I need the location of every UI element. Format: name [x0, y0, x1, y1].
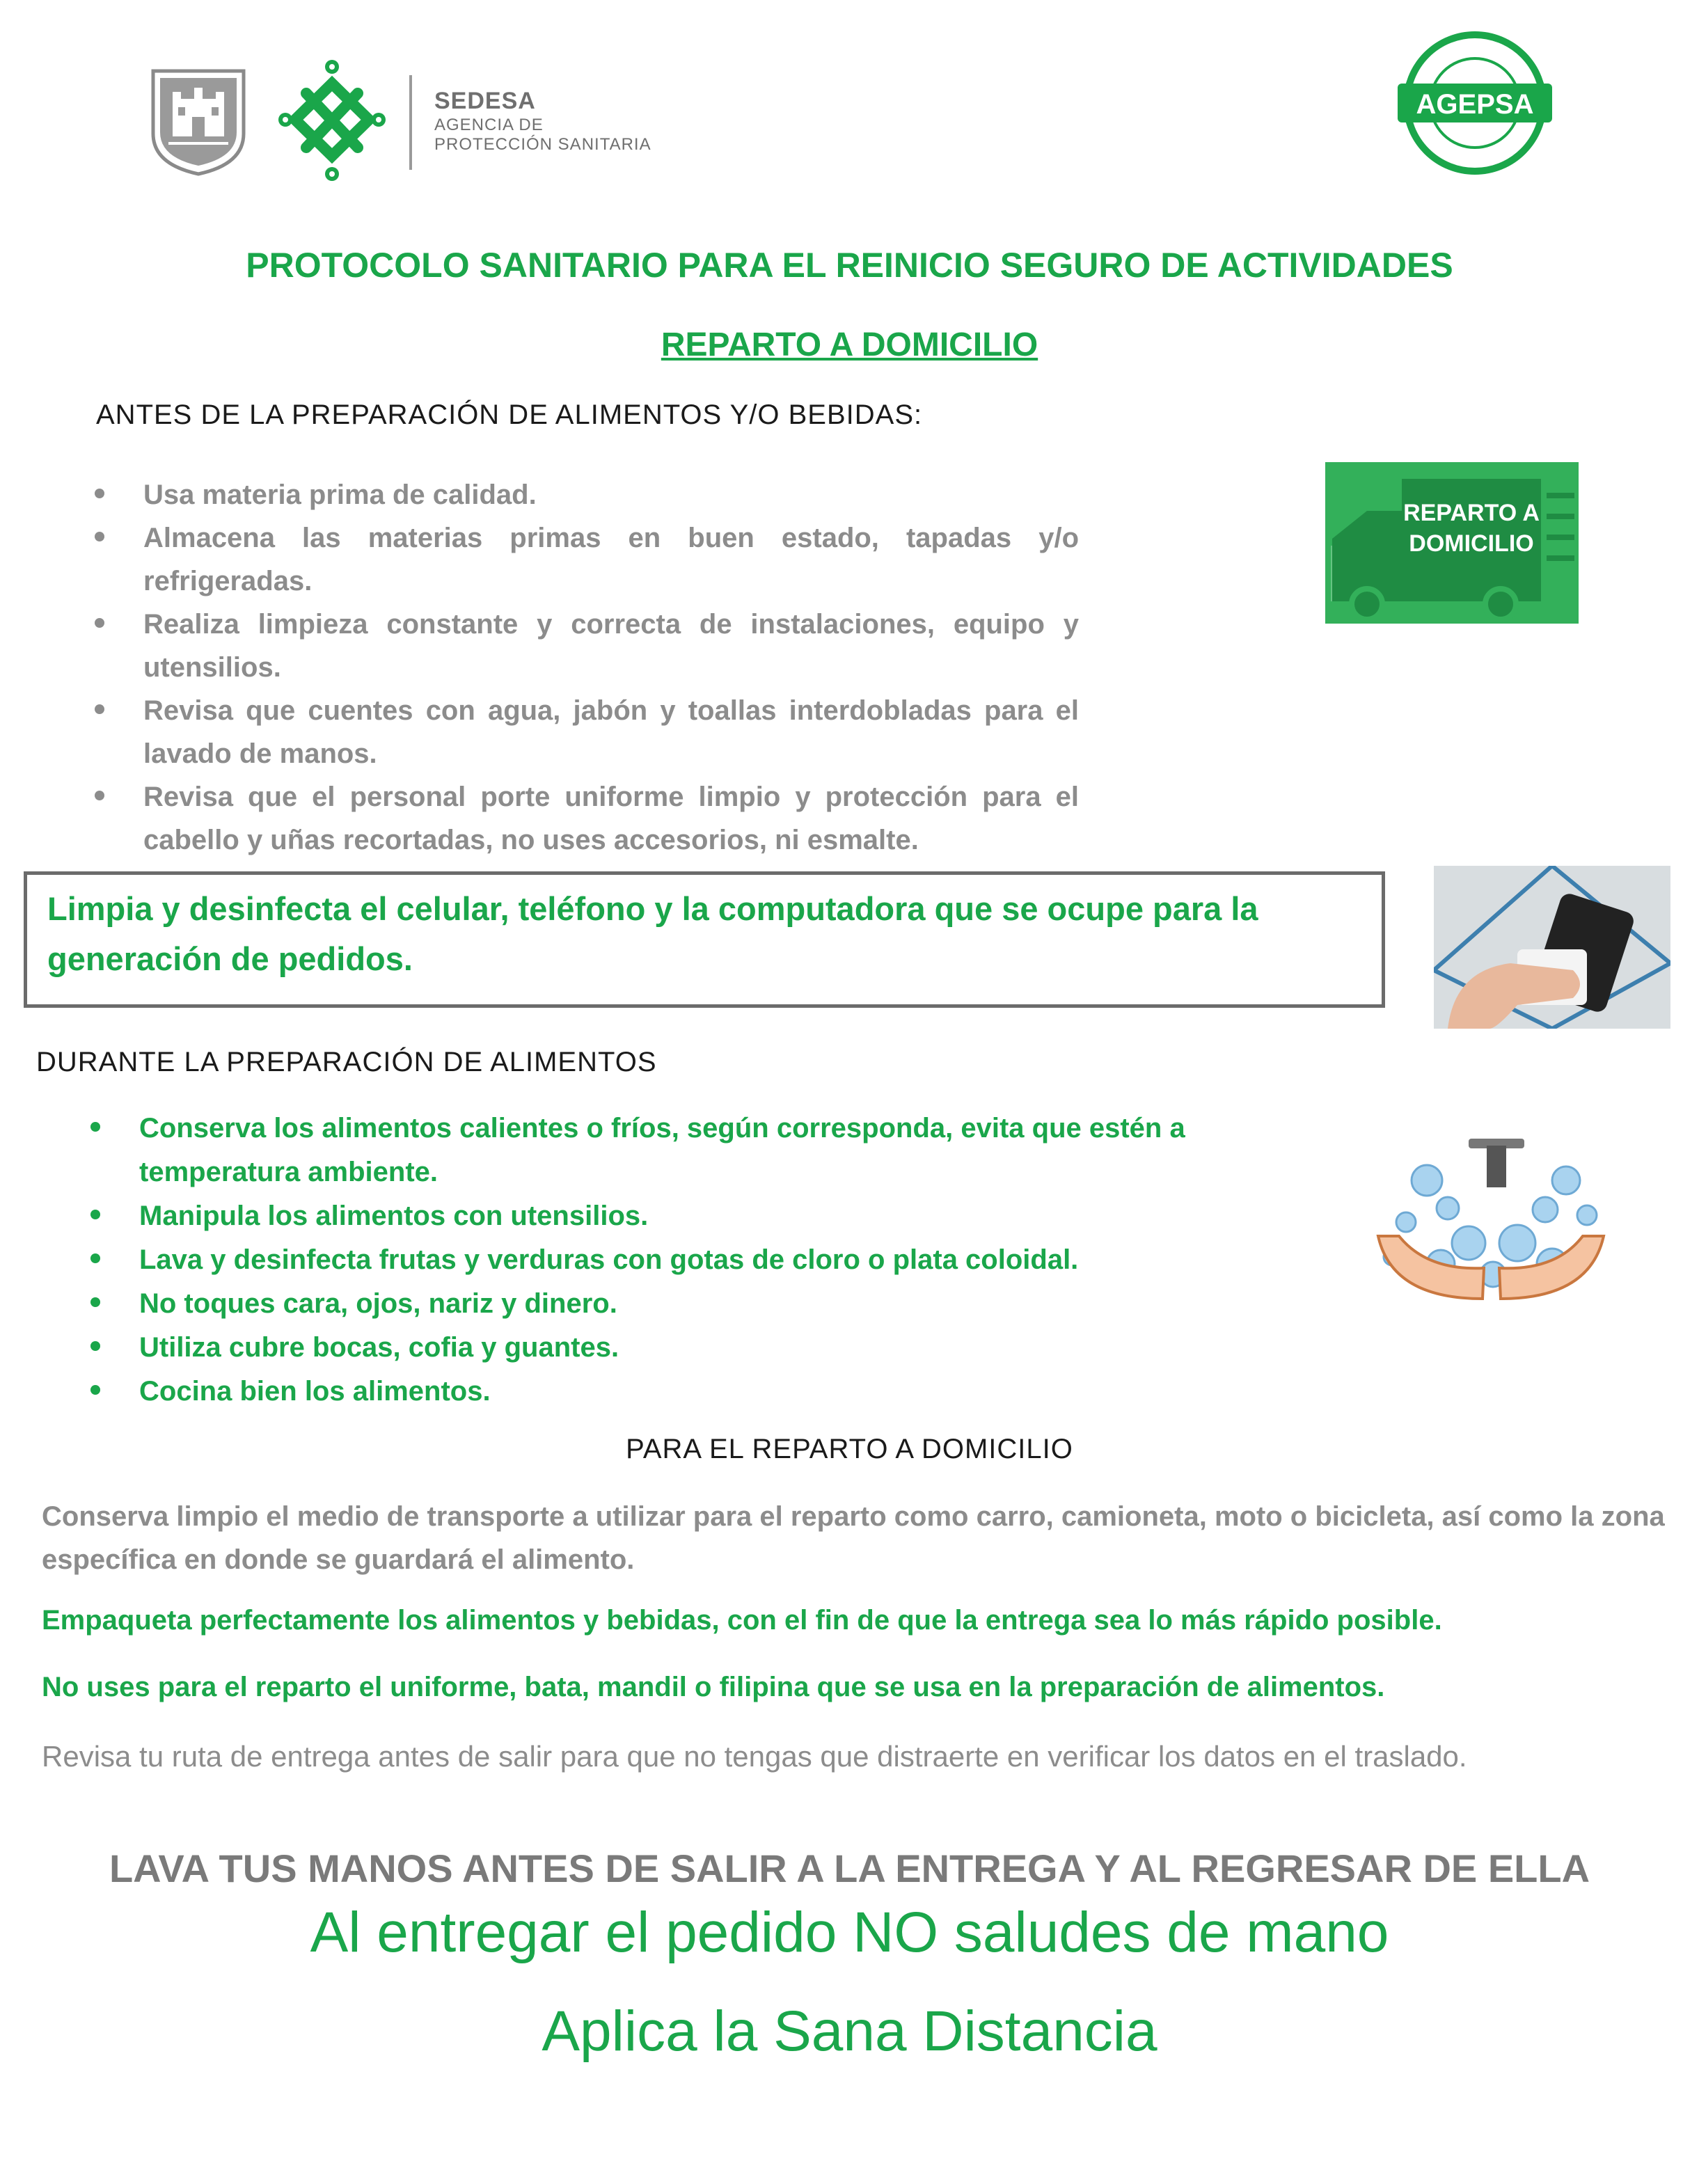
- list-item-text: Manipula los alimentos con utensilios.: [139, 1201, 649, 1231]
- list-item: [139, 1282, 1295, 1326]
- truck-sign-line-2: DOMICILIO: [1409, 530, 1534, 557]
- before-checklist: [143, 473, 1079, 862]
- list-item: [139, 1370, 1295, 1414]
- list-item-text: Revisa que el personal porte uniforme limpio y protección para el cabello y uñas recortadas, no uses accesorios, ni esmalte.: [143, 782, 1079, 855]
- bullet-icon: [90, 1385, 100, 1395]
- page-subtitle: REPARTO A DOMICILIO: [661, 326, 1038, 363]
- bullet-icon: [95, 618, 104, 628]
- list-item-text: Utiliza cubre bocas, cofia y guantes.: [139, 1332, 619, 1363]
- list-item: [139, 1238, 1295, 1282]
- list-item: [139, 1326, 1295, 1370]
- list-item-text: Cocina bien los alimentos.: [139, 1376, 491, 1407]
- list-item: [143, 775, 1079, 862]
- cdmx-shield-logo: [149, 67, 248, 177]
- logo-divider: [409, 75, 412, 170]
- bullet-icon: [90, 1297, 100, 1307]
- agepsa-label: AGEPSA: [1416, 89, 1534, 120]
- list-item-text: Conserva los alimentos calientes o fríos, según corresponda, evita que estén a temperatura ambiente.: [139, 1113, 1185, 1187]
- sedesa-subtitle-line-2: PROTECCIÓN SANITARIA: [434, 135, 651, 154]
- section-during-heading: DURANTE LA PREPARACIÓN DE ALIMENTOS: [36, 1047, 657, 1077]
- list-item: [143, 689, 1079, 775]
- list-item: [143, 603, 1079, 689]
- phone-cleaning-image: [1434, 866, 1670, 1029]
- handwashing-image: [1364, 1132, 1618, 1320]
- truck-sign-line-1: REPARTO A: [1403, 500, 1540, 526]
- bullet-icon: [95, 704, 104, 714]
- bullet-icon: [90, 1122, 100, 1132]
- list-item-text: No toques cara, ojos, nariz y dinero.: [139, 1288, 617, 1319]
- sedesa-subtitle-line-1: AGENCIA DE: [434, 116, 544, 134]
- wash-hands-banner: LAVA TUS MANOS ANTES DE SALIR A LA ENTREGA Y AL REGRESAR DE ELLA: [109, 1846, 1590, 1890]
- list-item-text: Revisa que cuentes con agua, jabón y toallas interdobladas para el lavado de manos.: [143, 695, 1079, 769]
- bullet-icon: [90, 1341, 100, 1351]
- callout-text: Limpia y desinfecta el celular, teléfono y la computadora que se ocupe para la generación de pedidos.: [47, 890, 1258, 977]
- bullet-icon: [95, 791, 104, 800]
- during-checklist: [139, 1107, 1295, 1414]
- bullet-icon: [90, 1253, 100, 1263]
- list-item-text: Almacena las materias primas en buen estado, tapadas y/o refrigeradas.: [143, 523, 1079, 596]
- bullet-icon: [95, 532, 104, 541]
- no-handshake-banner: Al entregar el pedido NO saludes de mano: [310, 1901, 1389, 1964]
- bullet-icon: [95, 489, 104, 498]
- section-before-heading: ANTES DE LA PREPARACIÓN DE ALIMENTOS Y/O BEBIDAS:: [96, 399, 923, 430]
- agepsa-seal-logo: [1392, 31, 1558, 175]
- list-item-text: Realiza limpieza constante y correcta de instalaciones, equipo y utensilios.: [143, 609, 1079, 683]
- page-title: PROTOCOLO SANITARIO PARA EL REINICIO SEGURO DE ACTIVIDADES: [246, 246, 1453, 285]
- list-item-text: Usa materia prima de calidad.: [143, 480, 537, 510]
- paragraph-uniform: No uses para el reparto el uniforme, bata, mandil o filipina que se usa en la preparación de alimentos.: [42, 1672, 1385, 1702]
- cdmx-knot-logo: [278, 58, 386, 182]
- list-item: [139, 1107, 1295, 1194]
- sedesa-title: SEDESA: [434, 88, 536, 114]
- list-item: [143, 473, 1079, 516]
- bullet-icon: [90, 1210, 100, 1219]
- paragraph-clean-vehicle: Conserva limpio el medio de transporte a utilizar para el reparto como carro, camioneta, moto o bicicleta, así como la zona específica en donde se guardará el alimento.: [42, 1501, 1665, 1575]
- list-item-text: Lava y desinfecta frutas y verduras con gotas de cloro o plata coloidal.: [139, 1244, 1079, 1275]
- section-delivery-heading: PARA EL REPARTO A DOMICILIO: [626, 1434, 1073, 1464]
- list-item: [139, 1194, 1295, 1238]
- list-item: [143, 516, 1079, 603]
- sana-distancia-banner: Aplica la Sana Distancia: [542, 2000, 1157, 2063]
- paragraph-route: Revisa tu ruta de entrega antes de salir para que no tengas que distraerte en verificar los datos en el traslado.: [42, 1740, 1467, 1773]
- paragraph-packaging: Empaqueta perfectamente los alimentos y bebidas, con el fin de que la entrega sea lo más rápido posible.: [42, 1605, 1442, 1636]
- delivery-truck-image: [1325, 462, 1579, 624]
